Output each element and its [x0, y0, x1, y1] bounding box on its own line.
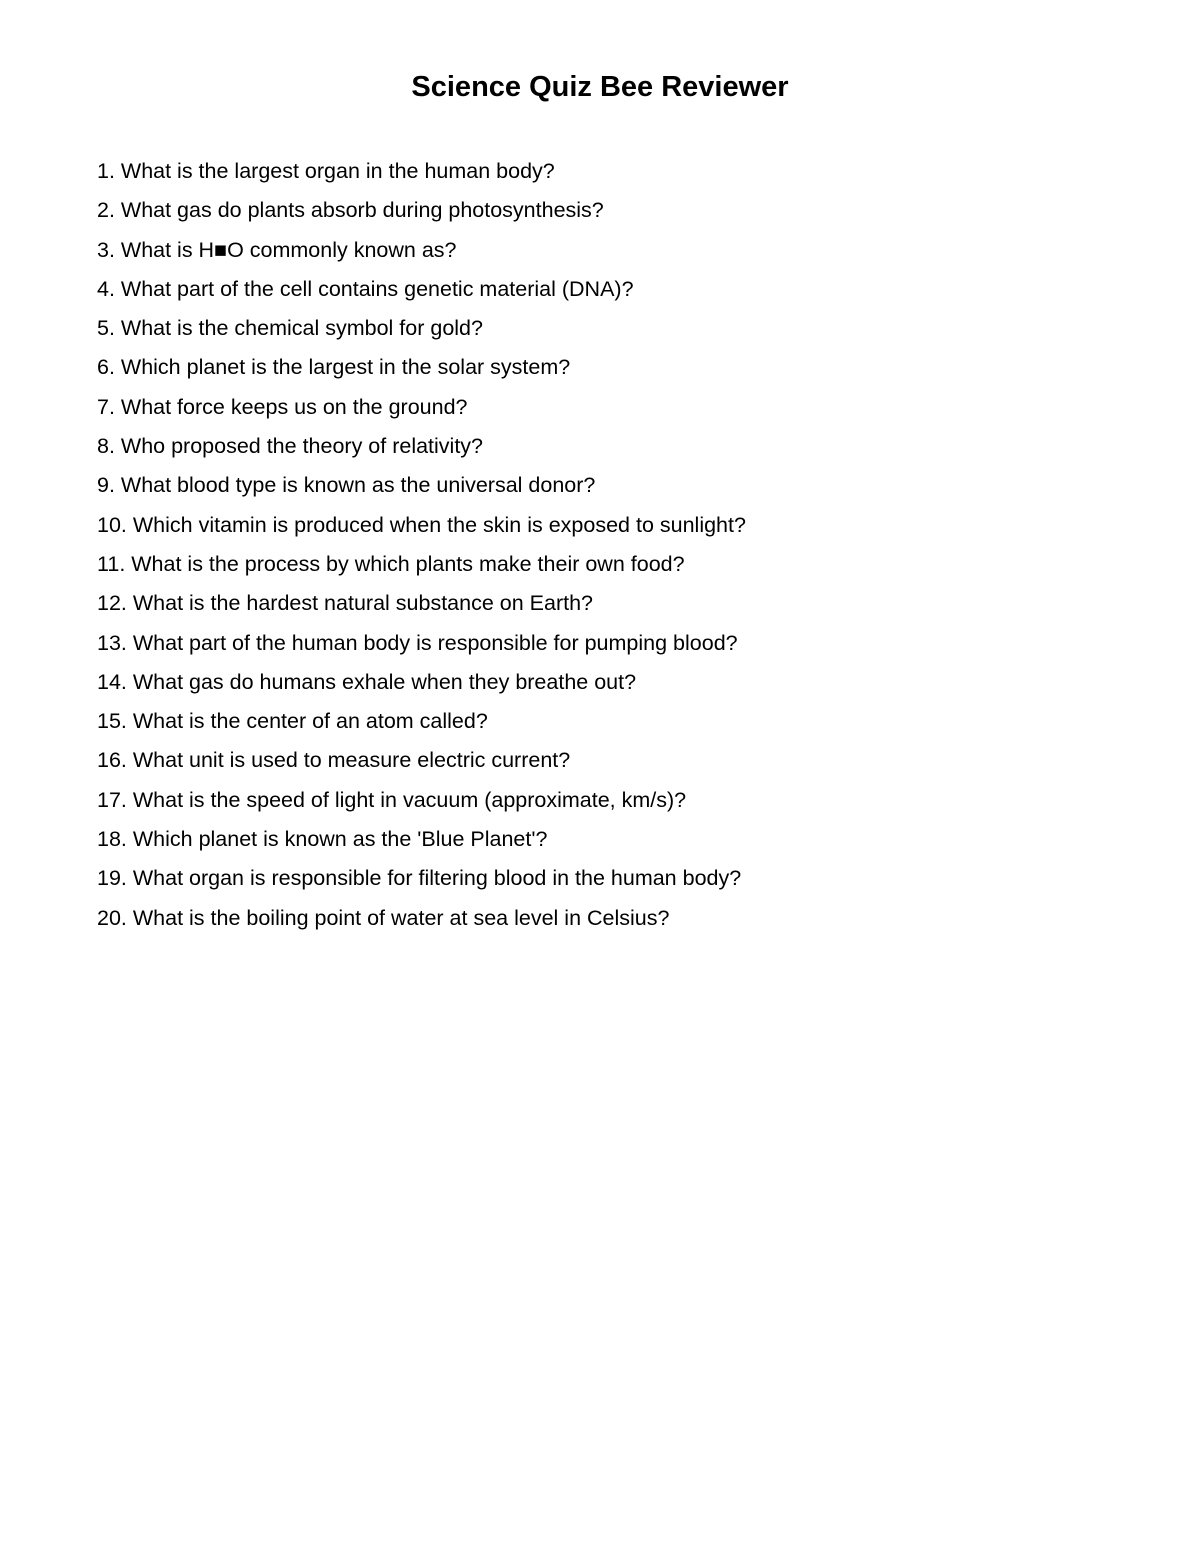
question-item: 18. Which planet is known as the 'Blue Planet'?: [97, 827, 548, 852]
question-item: 20. What is the boiling point of water at sea level in Celsius?: [97, 905, 670, 930]
question-item: 12. What is the hardest natural substance on Earth?: [97, 591, 593, 616]
question-item: 6. Which planet is the largest in the solar system?: [97, 355, 571, 380]
question-item: 17. What is the speed of light in vacuum (approximate, km/s)?: [97, 787, 687, 812]
page-title: Science Quiz Bee Reviewer: [411, 71, 789, 103]
question-list: [97, 152, 746, 938]
question-item: 2. What gas do plants absorb during photosynthesis?: [97, 198, 604, 223]
question-item: 9. What blood type is known as the universal donor?: [97, 473, 596, 498]
question-item: 1. What is the largest organ in the human body?: [97, 159, 555, 183]
question-item: 8. Who proposed the theory of relativity?: [97, 434, 484, 459]
question-item: 10. Which vitamin is produced when the skin is exposed to sunlight?: [97, 512, 746, 537]
question-item: 13. What part of the human body is responsible for pumping blood?: [97, 630, 738, 655]
question-item: 11. What is the process by which plants make their own food?: [97, 551, 685, 576]
question-item: 5. What is the chemical symbol for gold?: [97, 316, 483, 341]
question-item: 3. What is H■O commonly known as?: [97, 237, 457, 262]
question-item: 15. What is the center of an atom called?: [97, 709, 488, 734]
question-item: 4. What part of the cell contains genetic material (DNA)?: [97, 276, 634, 301]
question-item: 16. What unit is used to measure electric current?: [97, 748, 571, 773]
question-item: 7. What force keeps us on the ground?: [97, 394, 468, 419]
question-item: 14. What gas do humans exhale when they breathe out?: [97, 669, 637, 694]
question-item: 19. What organ is responsible for filtering blood in the human body?: [97, 866, 742, 891]
